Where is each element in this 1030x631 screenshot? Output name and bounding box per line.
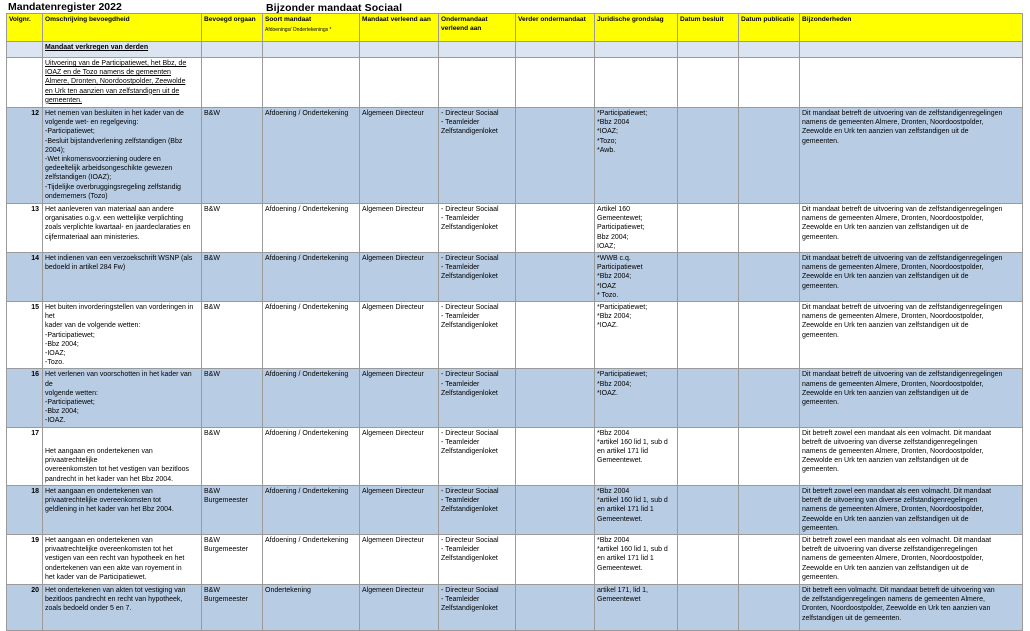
header-soort-mandaat — [263, 14, 360, 42]
cell-besluit — [678, 584, 739, 630]
cell-nr: 12 — [7, 108, 43, 204]
cell-besluit — [678, 427, 739, 485]
cell-publicatie — [739, 427, 800, 485]
cell-besluit — [678, 204, 739, 253]
cell-besluit — [678, 253, 739, 302]
cell-soort: Afdoening / Ondertekening — [263, 302, 360, 369]
cell-ondermandaat: - Directeur Sociaal - Teamleider Zelfstandigenloket — [439, 108, 516, 204]
cell-verleend: Algemeen Directeur — [360, 302, 439, 369]
cell-besluit — [678, 369, 739, 427]
header-soort-mandaat-sub: Afdoenings/ Ondertekenings * — [265, 27, 332, 34]
table-cell — [800, 58, 1023, 108]
cell-orgaan: B&W Burgemeester — [202, 534, 263, 584]
table-row — [7, 302, 1023, 369]
cell-ondermandaat: - Directeur Sociaal - Teamleider Zelfstandigenloket — [439, 369, 516, 427]
cell-verder — [516, 369, 595, 427]
cell-soort: Afdoening / Ondertekening — [263, 369, 360, 427]
cell-verder — [516, 108, 595, 204]
header-datum-besluit: Datum besluit — [678, 14, 739, 42]
table-row — [7, 204, 1023, 253]
cell-verleend: Algemeen Directeur — [360, 369, 439, 427]
cell-omschrijving: Het indienen van een verzoekschrift WSNP (als bedoeld in artikel 284 Fw) — [43, 253, 202, 302]
cell-orgaan: B&W — [202, 204, 263, 253]
cell-nr: 20 — [7, 584, 43, 630]
cell-verder — [516, 253, 595, 302]
cell-publicatie — [739, 534, 800, 584]
table-cell — [516, 58, 595, 108]
cell-publicatie — [739, 204, 800, 253]
table-cell — [202, 42, 263, 58]
cell-bijzonderheden: Dit mandaat betreft de uitvoering van de zelfstandigenregelingen namens de gemeenten Almere, Dronten, Noordoostpolder, Zeewolde en Urk ten aanzien van zelfstandigen uit de gemeenten. — [800, 204, 1023, 253]
table-cell — [678, 58, 739, 108]
mandate-table — [6, 13, 1023, 631]
cell-omschrijving: Het verlenen van voorschotten in het kader van de volgende wetten: -Participatiewet; -Bbz 2004; -IOAZ. — [43, 369, 202, 427]
header-omschrijving: Omschrijving bevoegdheid — [43, 14, 202, 42]
table-cell — [439, 42, 516, 58]
cell-orgaan: B&W — [202, 302, 263, 369]
cell-verder — [516, 485, 595, 534]
cell-grondslag: *Participatiewet; *Bbz 2004; *IOAZ. — [595, 369, 678, 427]
cell-ondermandaat: - Directeur Sociaal - Teamleider Zelfstandigenloket — [439, 253, 516, 302]
table-cell — [7, 58, 43, 108]
table-row — [7, 108, 1023, 204]
table-cell — [595, 42, 678, 58]
cell-bijzonderheden: Dit mandaat betreft de uitvoering van de zelfstandigenregelingen namens de gemeenten Almere, Dronten, Noordoostpolder, Zeewolde en Urk ten aanzien van zelfstandigen uit de gemeenten. — [800, 253, 1023, 302]
cell-verder — [516, 584, 595, 630]
cell-omschrijving: Het ondertekenen van akten tot vestiging van bezitloos pandrecht en recht van hypotheek, zoals bedoeld onder 5 en 7. — [43, 584, 202, 630]
header-bijzonderheden: Bijzonderheden — [800, 14, 1023, 42]
cell-soort: Afdoening / Ondertekening — [263, 534, 360, 584]
cell-ondermandaat: - Directeur Sociaal - Teamleider Zelfstandigenloket — [439, 204, 516, 253]
cell-bijzonderheden: Dit mandaat betreft de uitvoering van de zelfstandigenregelingen namens de gemeenten Almere, Dronten, Noordoostpolder, Zeewolde en Urk ten aanzien van zelfstandigen uit de gemeenten. — [800, 302, 1023, 369]
cell-soort: Ondertekening — [263, 584, 360, 630]
cell-publicatie — [739, 108, 800, 204]
table-cell — [360, 58, 439, 108]
cell-ondermandaat: - Directeur Sociaal - Teamleider Zelfstandigenloket — [439, 302, 516, 369]
cell-orgaan: B&W — [202, 427, 263, 485]
cell-grondslag: *Participatiewet; *Bbz 2004 *IOAZ; *Tozo; *Awb. — [595, 108, 678, 204]
section-heading: Mandaat verkregen van derden — [43, 42, 202, 58]
header-bevoegd-orgaan: Bevoegd orgaan — [202, 14, 263, 42]
cell-bijzonderheden: Dit betreft zowel een mandaat als een volmacht. Dit mandaat betreft de uitvoering van diverse zelfstandigenregelingen namens de gemeenten Almere, Dronten, Noordoostpolder, Zeewolde en Urk ten aanzien van zelfstandigen uit de gemeenten. — [800, 427, 1023, 485]
document-subtitle: Bijzonder mandaat Sociaal — [266, 2, 403, 14]
header-datum-publicatie: Datum publicatie — [739, 14, 800, 42]
cell-orgaan: B&W — [202, 253, 263, 302]
cell-verleend: Algemeen Directeur — [360, 584, 439, 630]
section-description-row — [7, 58, 1023, 108]
cell-nr: 19 — [7, 534, 43, 584]
cell-soort: Afdoening / Ondertekening — [263, 427, 360, 485]
table-row — [7, 427, 1023, 485]
cell-grondslag: *Bbz 2004 *artikel 160 lid 1, sub d en artikel 171 lid Gemeentewet. — [595, 427, 678, 485]
cell-omschrijving: Het nemen van besluiten in het kader van de volgende wet- en regelgeving: -Participatiewet; -Besluit bijstandverlening zelfstandigen (Bbz 2004); -Wet inkomensvoorziening oudere en gedeeltelijk arbeidsongeschikte gewezen zelfstandigen (IOAZ); -Tijdelijke overbruggingsregeling zelfstandig ondernemers (Tozo) — [43, 108, 202, 204]
table-cell — [678, 42, 739, 58]
cell-bijzonderheden: Dit mandaat betreft de uitvoering van de zelfstandigenregelingen namens de gemeenten Almere, Dronten, Noordoostpolder, Zeewolde en Urk ten aanzien van zelfstandigen uit de gemeenten. — [800, 369, 1023, 427]
table-row — [7, 369, 1023, 427]
cell-verleend: Algemeen Directeur — [360, 108, 439, 204]
cell-soort: Afdoening / Ondertekening — [263, 253, 360, 302]
cell-verleend: Algemeen Directeur — [360, 534, 439, 584]
table-cell — [7, 42, 43, 58]
cell-grondslag: artikel 171, lid 1, Gemeentewet — [595, 584, 678, 630]
cell-besluit — [678, 302, 739, 369]
cell-bijzonderheden: Dit betreft een volmacht. Dit mandaat betreft de uitvoering van de zelfstandigenregelingen namens de gemeenten Almere, Dronten, Noordoostpolder, Zeewolde en Urk ten aanzien van zelfstandigen uit de gemeenten. — [800, 584, 1023, 630]
cell-omschrijving: Het aangaan en ondertekenen van privaatrechtelijke overeenkomsten tot geldlening in het kader van het Bbz 2004. — [43, 485, 202, 534]
cell-grondslag: *Bbz 2004 *artikel 160 lid 1, sub d en artikel 171 lid 1 Gemeentewet. — [595, 485, 678, 534]
cell-omschrijving: Het buiten invorderingstellen van vorderingen in het kader van de volgende wetten: -Participatiewet; -Bbz 2004; -IOAZ; -Tozo. — [43, 302, 202, 369]
cell-grondslag: Artikel 160 Gemeentewet; Participatiewet; Bbz 2004; IOAZ; — [595, 204, 678, 253]
cell-omschrijving: Het aangaan en ondertekenen van privaatrechtelijke overeenkomsten tot het vestigen van bezitloos pandrecht in het kader van het Bbz 2004. — [43, 427, 202, 485]
cell-ondermandaat: - Directeur Sociaal - Teamleider Zelfstandigenloket — [439, 534, 516, 584]
table-row — [7, 485, 1023, 534]
table-cell — [516, 42, 595, 58]
header-mandaat-verleend: Mandaat verleend aan — [360, 14, 439, 42]
table-cell — [202, 58, 263, 108]
table-cell — [360, 42, 439, 58]
cell-verleend: Algemeen Directeur — [360, 427, 439, 485]
section-description: Uitvoering van de Participatiewet, het Bbz, de IOAZ en de Tozo namens de gemeenten Almere, Dronten, Noordoostpolder, Zeewolde en Urk ten aanzien van zelfstandigen uit de gemeenten. — [43, 58, 202, 108]
cell-grondslag: *WWB c.q. Participatiewet *Bbz 2004; *IOAZ * Tozo. — [595, 253, 678, 302]
cell-soort: Afdoening / Ondertekening — [263, 485, 360, 534]
table-cell — [595, 58, 678, 108]
table-cell — [739, 58, 800, 108]
title-bar — [0, 0, 1030, 14]
table-cell — [800, 42, 1023, 58]
header-volgnr: Volgnr. — [7, 14, 43, 42]
header-soort-mandaat-label: Soort mandaat — [265, 16, 312, 23]
cell-grondslag: *Bbz 2004 *artikel 160 lid 1, sub d en artikel 171 lid 1 Gemeentewet. — [595, 534, 678, 584]
cell-soort: Afdoening / Ondertekening — [263, 108, 360, 204]
cell-bijzonderheden: Dit betreft zowel een mandaat als een volmacht. Dit mandaat betreft de uitvoering van diverse zelfstandigenregelingen namens de gemeenten Almere, Dronten, Noordoostpolder, Zeewolde en Urk ten aanzien van zelfstandigen uit de gemeenten. — [800, 485, 1023, 534]
cell-nr: 16 — [7, 369, 43, 427]
cell-grondslag: *Participatiewet; *Bbz 2004; *IOAZ. — [595, 302, 678, 369]
cell-verleend: Algemeen Directeur — [360, 204, 439, 253]
table-cell — [739, 42, 800, 58]
cell-soort: Afdoening / Ondertekening — [263, 204, 360, 253]
cell-publicatie — [739, 485, 800, 534]
cell-nr: 17 — [7, 427, 43, 485]
table-body — [7, 42, 1023, 631]
document-title: Mandatenregister 2022 — [8, 1, 122, 13]
table-cell — [263, 58, 360, 108]
cell-nr: 14 — [7, 253, 43, 302]
cell-ondermandaat: - Directeur Sociaal - Teamleider Zelfstandigenloket — [439, 584, 516, 630]
cell-omschrijving: Het aangaan en ondertekenen van privaatrechtelijke overeenkomsten tot het vestigen van een recht van hypotheek en het ondertekenen van een akte van royement in het kader van de Participatiewet. — [43, 534, 202, 584]
cell-orgaan: B&W Burgemeester — [202, 584, 263, 630]
cell-verder — [516, 302, 595, 369]
cell-ondermandaat: - Directeur Sociaal - Teamleider Zelfstandigenloket — [439, 427, 516, 485]
table-cell — [439, 58, 516, 108]
cell-nr: 13 — [7, 204, 43, 253]
cell-bijzonderheden: Dit betreft zowel een mandaat als een volmacht. Dit mandaat betreft de uitvoering van diverse zelfstandigenregelingen namens de gemeenten Almere, Dronten, Noordoostpolder, Zeewolde en Urk ten aanzien van zelfstandigen uit de gemeenten. — [800, 534, 1023, 584]
cell-bijzonderheden: Dit mandaat betreft de uitvoering van de zelfstandigenregelingen namens de gemeenten Almere, Dronten, Noordoostpolder, Zeewolde en Urk ten aanzien van zelfstandigen uit de gemeenten. — [800, 108, 1023, 204]
cell-verder — [516, 427, 595, 485]
cell-publicatie — [739, 584, 800, 630]
header-row — [7, 14, 1023, 42]
section-heading-row — [7, 42, 1023, 58]
cell-verleend: Algemeen Directeur — [360, 485, 439, 534]
cell-nr: 15 — [7, 302, 43, 369]
cell-besluit — [678, 534, 739, 584]
cell-omschrijving: Het aanleveren van materiaal aan andere organisaties o.g.v. een wettelijke verplichting zoals verplichte kwartaal- en jaardeclaraties en cijfermateriaal aan ministeries. — [43, 204, 202, 253]
table-row — [7, 584, 1023, 630]
cell-besluit — [678, 485, 739, 534]
header-juridische-grondslag: Juridische grondslag — [595, 14, 678, 42]
cell-orgaan: B&W — [202, 108, 263, 204]
cell-verder — [516, 204, 595, 253]
header-verder-ondermandaat: Verder ondermandaat — [516, 14, 595, 42]
cell-verleend: Algemeen Directeur — [360, 253, 439, 302]
cell-besluit — [678, 108, 739, 204]
cell-publicatie — [739, 302, 800, 369]
cell-verder — [516, 534, 595, 584]
cell-nr: 18 — [7, 485, 43, 534]
header-ondermandaat: Ondermandaat verleend aan — [439, 14, 516, 42]
table-row — [7, 253, 1023, 302]
cell-orgaan: B&W — [202, 369, 263, 427]
cell-publicatie — [739, 253, 800, 302]
cell-orgaan: B&W Burgemeester — [202, 485, 263, 534]
table-cell — [263, 42, 360, 58]
cell-publicatie — [739, 369, 800, 427]
cell-ondermandaat: - Directeur Sociaal - Teamleider Zelfstandigenloket — [439, 485, 516, 534]
table-row — [7, 534, 1023, 584]
